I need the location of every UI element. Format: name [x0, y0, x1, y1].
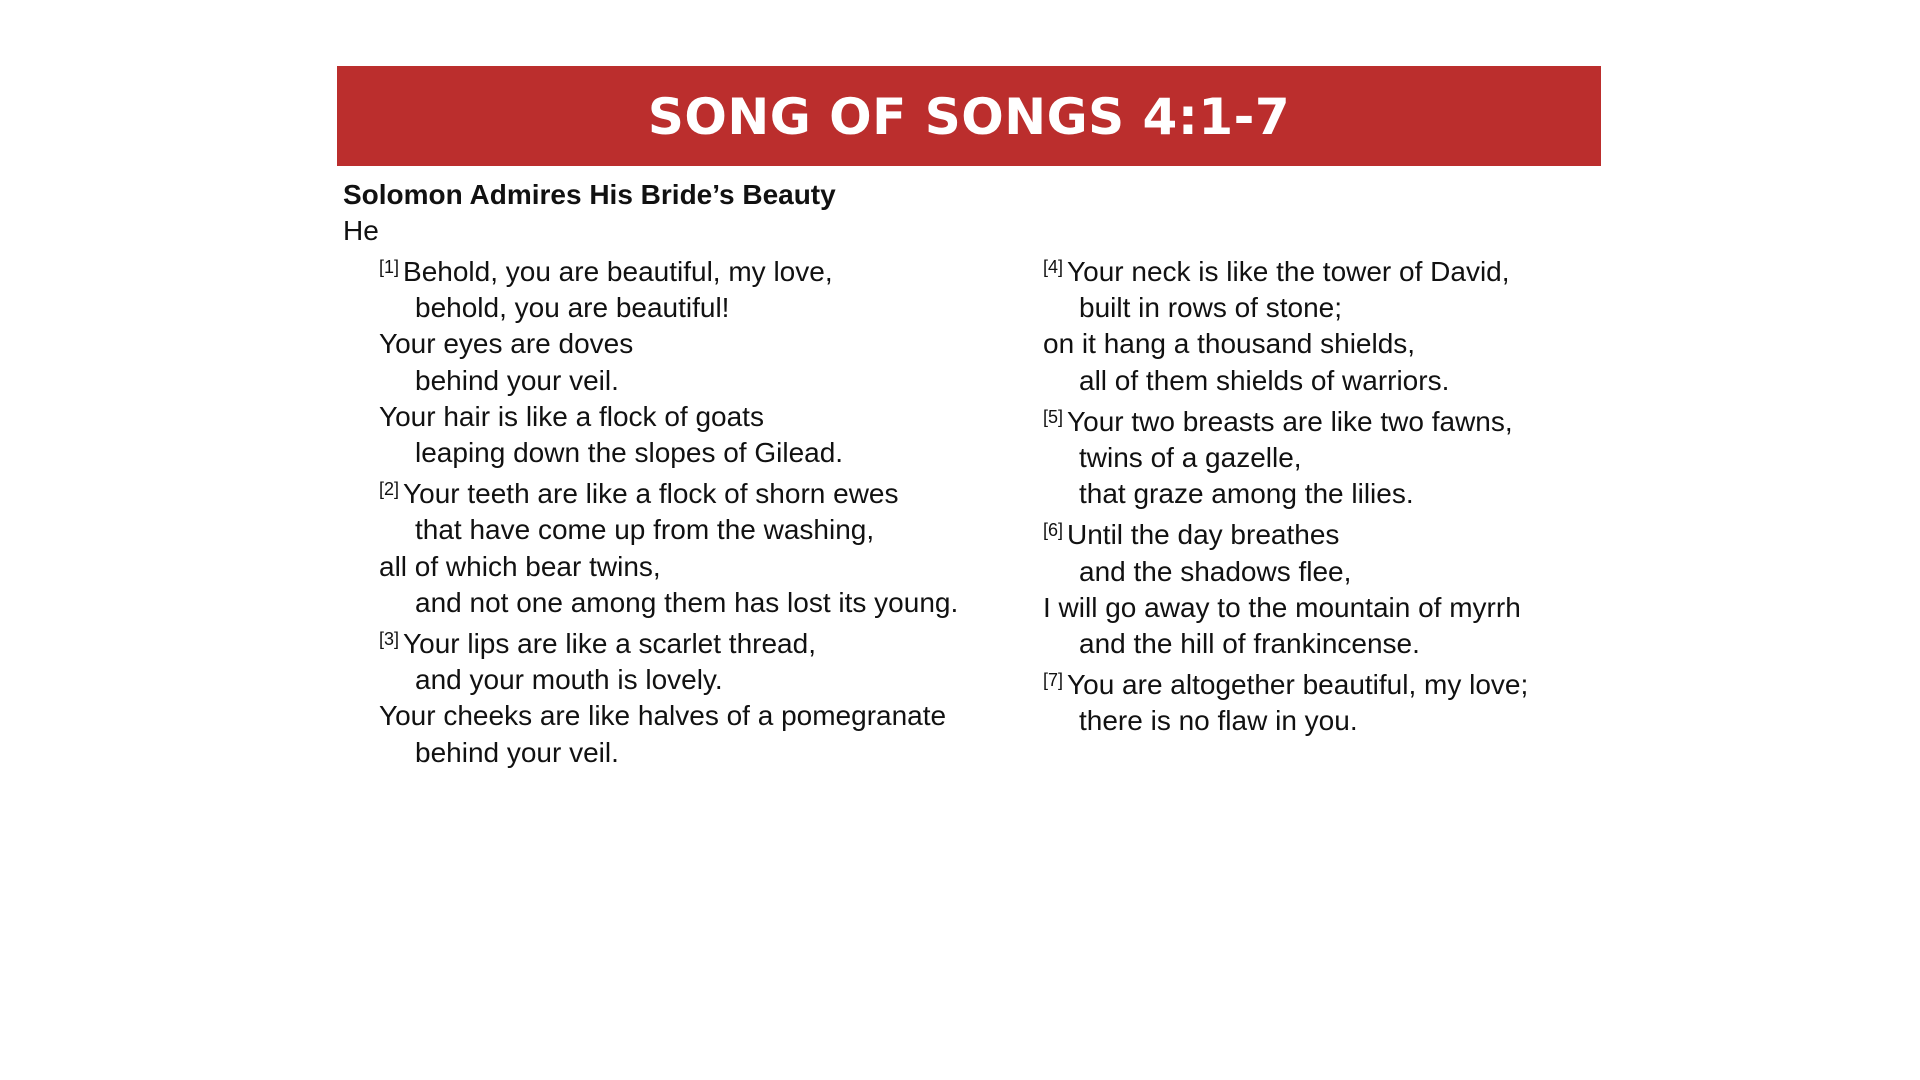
verse-line	[1043, 363, 1528, 399]
verse-number: [1]	[379, 257, 400, 277]
verse-line	[379, 326, 958, 362]
verse-line	[1043, 440, 1528, 476]
verse-text: behold, you are beautiful!	[415, 292, 730, 324]
verse-text: twins of a gazelle,	[1079, 442, 1302, 474]
verse-text: Your eyes are doves	[379, 328, 634, 360]
verse-line	[379, 363, 958, 399]
verse-line	[379, 662, 958, 698]
right-column	[1043, 249, 1528, 740]
verse-text: Until the day breathes	[1067, 519, 1340, 551]
verse-number: [5]	[1043, 406, 1064, 427]
verse-line	[379, 399, 958, 435]
verse-line	[1043, 290, 1528, 326]
verse-text: Your cheeks are like halves of a pomegranate	[379, 700, 947, 732]
verse-text: You are altogether beautiful, my love;	[1067, 669, 1529, 701]
verse-text: there is no flaw in you.	[1079, 705, 1358, 737]
verse-line	[379, 471, 958, 512]
verse-line	[1043, 399, 1528, 440]
verse-number: [2]	[379, 479, 400, 500]
verse-line	[1043, 626, 1528, 662]
verse-text: behind your veil.	[415, 364, 619, 396]
verse-text: built in rows of stone;	[1079, 292, 1343, 324]
verse-line	[1043, 590, 1528, 626]
verse-text: that graze among the lilies.	[1079, 478, 1414, 510]
verse-line	[379, 698, 958, 734]
verse-line	[379, 435, 958, 471]
verse-text: that have come up from the washing,	[415, 514, 875, 546]
verse-text: Behold, you are beautiful, my love,	[403, 256, 833, 287]
verse-line	[1043, 512, 1528, 553]
verse-line	[1043, 476, 1528, 512]
verse-number: [6]	[1043, 520, 1064, 541]
verse-text: all of which bear twins,	[379, 550, 661, 582]
verse-text: Your teeth are like a flock of shorn ewes	[403, 478, 899, 510]
verse-line	[379, 735, 958, 771]
verse-line	[379, 621, 958, 662]
verse-text: and the shadows flee,	[1079, 555, 1352, 587]
verse-text: Your lips are like a scarlet thread,	[403, 628, 816, 660]
verse-text: and the hill of frankincense.	[1079, 628, 1420, 660]
left-column	[379, 249, 958, 771]
verse-number: [7]	[1043, 670, 1064, 691]
verse-line	[379, 290, 958, 326]
verse-line	[1043, 554, 1528, 590]
verse-line	[379, 549, 958, 585]
verse-line	[1043, 249, 1528, 290]
verse-text: Your neck is like the tower of David,	[1067, 256, 1510, 287]
verse-line	[1043, 326, 1528, 362]
verse-line	[379, 249, 958, 290]
verse-line	[1043, 662, 1528, 703]
verse-text: on it hang a thousand shields,	[1043, 328, 1416, 360]
verse-number: [4]	[1043, 257, 1064, 277]
verse-text: Your hair is like a flock of goats	[379, 400, 764, 432]
section-heading: Solomon Admires His Bride’s Beauty	[343, 179, 836, 210]
verse-text: and your mouth is lovely.	[415, 664, 723, 696]
verse-text: leaping down the slopes of Gilead.	[415, 437, 844, 469]
verse-line	[379, 585, 958, 621]
page-title: SONG OF SONGS 4:1-7	[647, 88, 1291, 146]
verse-line	[1043, 703, 1528, 739]
verse-line	[379, 512, 958, 548]
verse-text: all of them shields of warriors.	[1079, 364, 1450, 396]
verse-number: [3]	[379, 629, 400, 650]
verse-text: I will go away to the mountain of myrrh	[1043, 591, 1521, 623]
verse-text: Your two breasts are like two fawns,	[1067, 405, 1513, 437]
speaker-label: He	[343, 215, 379, 246]
verse-text: and not one among them has lost its young.	[415, 586, 959, 618]
title-banner	[337, 66, 1601, 166]
verse-text: behind your veil.	[415, 736, 619, 768]
